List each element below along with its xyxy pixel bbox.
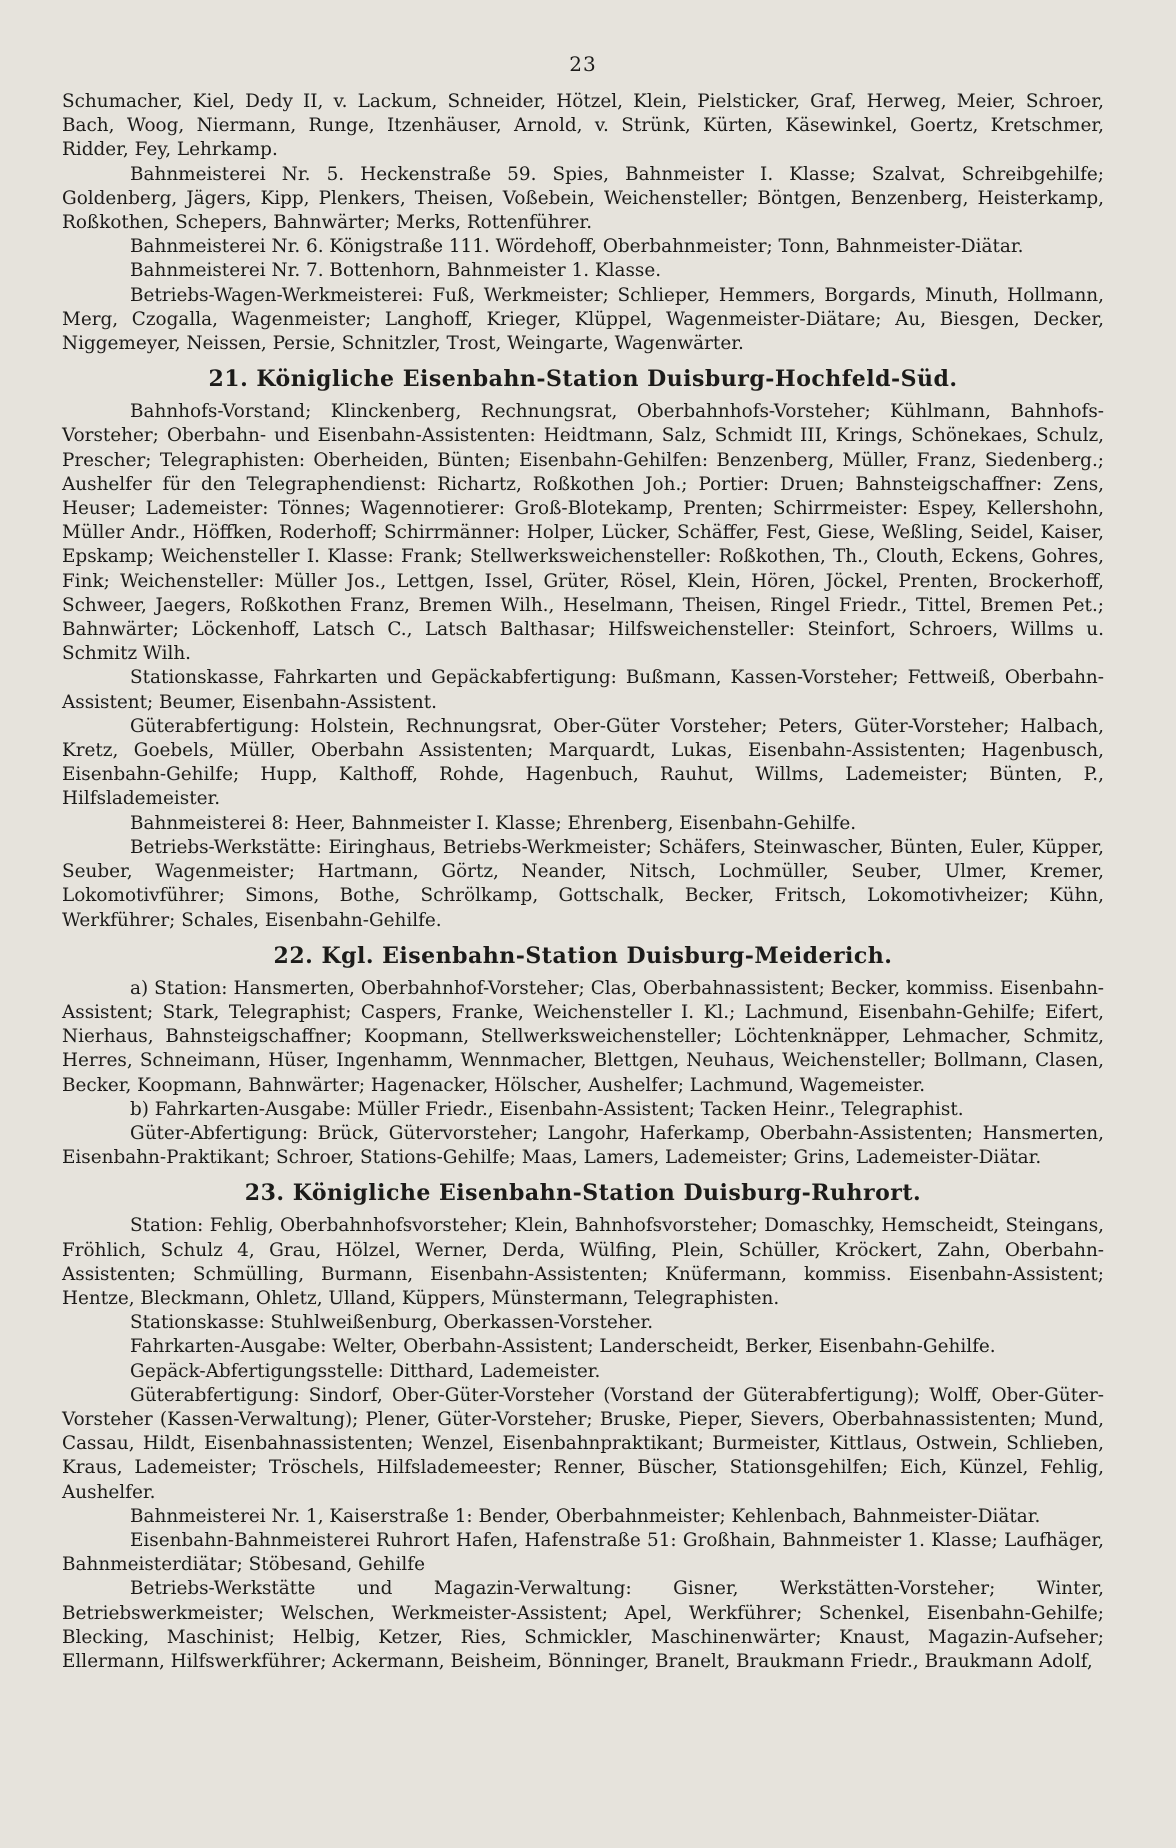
paragraph: Stationskasse, Fahrkarten und Gepäckabfertigung: Bußmann, Kassen-Vorsteher; Fettweiß, Oberbahn-Assistent; Beumer, Eisenbahn-Assistent. <box>62 667 1104 713</box>
paragraph: Güterabfertigung: Holstein, Rechnungsrat, Ober-Güter Vorsteher; Peters, Güter-Vorsteher; Halbach, Kretz, Goebels, Müller, Oberbahn Assistenten; Marquardt, Lukas, Eisenbahn-Assistenten; Hagenbusch, Eisenbahn-Gehilfe; Hupp, Kalthoff, Rohde, Hagenbuch, Rauhut, Willms, Lademeister; Bünten, P., Hilfslademeister. <box>62 715 1104 810</box>
paragraph: Betriebs-Wagen-Werkmeisterei: Fuß, Werkmeister; Schlieper, Hemmers, Borgards, Minuth, Hollmann, Merg, Czogalla, Wagenmeister; Langhoff, Krieger, Klüppel, Wagenmeister-Diätare; Au, Biesgen, Decker, Niggemeyer, Neissen, Persie, Schnitzler, Trost, Weingarte, Wagenwärter. <box>62 284 1104 355</box>
section-heading: 22. Kgl. Eisenbahn-Station Duisburg-Meiderich. <box>273 942 893 969</box>
paragraph: Fahrkarten-Ausgabe: Welter, Oberbahn-Assistent; Landerscheidt, Berker, Eisenbahn-Gehilfe. <box>130 1336 996 1358</box>
section-continuation <box>62 90 1104 356</box>
paragraph: Bahnhofs-Vorstand; Klinckenberg, Rechnungsrat, Oberbahnhofs-Vorsteher; Kühlmann, Bahnhofs-Vorsteher; Oberbahn- und Eisenbahn-Assistenten: Heidtmann, Salz, Schmidt III, Krings, Schönekaes, Schulz, Prescher; Telegraphisten: Oberheiden, Bünten; Eisenbahn-Gehilfen: Benzenberg, Müller, Franz, Siedenberg.; Aushelfer für den Telegraphendienst: Richartz, Roßkothen Joh.; Portier: Druen; Bahnsteigschaffner: Zens, Heuser; Lademeister: Tönnes; Wagennotierer: Groß-Blotekamp, Prenten; Schirrmeister: Espey, Kellershohn, Müller Andr., Höffken, Roderhoff; Schirrmänner: Holper, Lücker, Schäffer, Fest, Giese, Weßling, Seidel, Kaiser, Epskamp; Weichensteller I. Klasse: Frank; Stellwerksweichensteller: Roßkothen, Th., Clouth, Eckens, Gohres, Fink; Weichensteller: Müller Jos., Lettgen, Issel, Grüter, Rösel, Klein, Hören, Jöckel, Prenten, Brockerhoff, Schweer, Jaegers, Roßkothen Franz, Bremen Wilh., Heselmann, Theisen, Ringel Friedr., Tittel, Bremen Pet.; Bahnwärter; Löckenhoff, Latsch C., Latsch Balthasar; Hilfsweichensteller: Steinfort, Schroers, Willms u. Schmitz Wilh. <box>62 401 1104 665</box>
page-number: 23 <box>569 52 597 76</box>
section-heading: 23. Königliche Eisenbahn-Station Duisburg-Ruhrort. <box>244 1180 922 1207</box>
paragraph: Betriebs-Werkstätte: Eiringhaus, Betriebs-Werkmeister; Schäfers, Steinwascher, Bünten, Euler, Küpper, Seuber, Wagenmeister; Hartmann, Görtz, Neander, Nitsch, Lochmüller, Seuber, Ulmer, Kremer, Lokomotivführer; Simons, Bothe, Schrölkamp, Gottschalk, Becker, Fritsch, Lokomotivheizer; Kühn, Werkführer; Schales, Eisenbahn-Gehilfe. <box>62 836 1104 931</box>
paragraph: Stationskasse: Stuhlweißenburg, Oberkassen-Vorsteher. <box>130 1312 654 1334</box>
paragraph: Bahnmeisterei Nr. 7. Bottenhorn, Bahnmeister 1. Klasse. <box>130 260 662 282</box>
paragraph: Bahnmeisterei Nr. 6. Königstraße 111. Wördehoff, Oberbahnmeister; Tonn, Bahnmeister-Diätar. <box>130 236 1024 258</box>
paragraph: Bahnmeisterei Nr. 5. Heckenstraße 59. Spies, Bahnmeister I. Klasse; Szalvat, Schreibgehilfe; Goldenberg, Jägers, Kipp, Plenkers, Theisen, Voßebein, Weichensteller; Böntgen, Benzenberg, Heisterkamp, Roßkothen, Schepers, Bahnwärter; Merks, Rottenführer. <box>62 163 1104 234</box>
paragraph: a) Station: Hansmerten, Oberbahnhof-Vorsteher; Clas, Oberbahnassistent; Becker, kommiss. Eisenbahn-Assistent; Stark, Telegraphist; Caspers, Franke, Weichensteller I. Kl.; Lachmund, Eisenbahn-Gehilfe; Eifert, Nierhaus, Bahnsteigschaffner; Koopmann, Stellwerksweichensteller; Löchtenknäpper, Lehmacher, Schmitz, Herres, Schneimann, Hüser, Ingenhamm, Wennmacher, Blettgen, Neuhaus, Weichensteller; Bollmann, Clasen, Becker, Koopmann, Bahnwärter; Hagenacker, Hölscher, Aushelfer; Lachmund, Wagemeister. <box>62 977 1104 1096</box>
paragraph: Eisenbahn-Bahnmeisterei Ruhrort Hafen, Hafenstraße 51: Großhain, Bahnmeister 1. Klasse; Laufhäger, Bahnmeisterdiätar; Stöbesand, Gehilfe <box>62 1529 1104 1576</box>
paragraph: Schumacher, Kiel, Dedy II, v. Lackum, Schneider, Hötzel, Klein, Pielsticker, Graf, Herweg, Meier, Schroer, Bach, Woog, Niermann, Runge, Itzenhäuser, Arnold, v. Strünk, Kürten, Käsewinkel, Goertz, Kretschmer, Ridder, Fey, Lehrkamp. <box>62 91 1104 161</box>
paragraph: Gepäck-Abfertigungsstelle: Ditthard, Lademeister. <box>130 1360 601 1382</box>
paragraph: Bahnmeisterei Nr. 1, Kaiserstraße 1: Bender, Oberbahnmeister; Kehlenbach, Bahnmeister-Diätar. <box>130 1505 1041 1527</box>
section-heading: 21. Königliche Eisenbahn-Station Duisburg-Hochfeld-Süd. <box>208 366 958 393</box>
paragraph: b) Fahrkarten-Ausgabe: Müller Friedr., Eisenbahn-Assistent; Tacken Heinr., Telegraphist. <box>130 1098 964 1120</box>
paragraph: Station: Fehlig, Oberbahnhofsvorsteher; Klein, Bahnhofsvorsteher; Domaschky, Hemscheidt, Steingans, Fröhlich, Schulz 4, Grau, Hölzel, Werner, Derda, Wülfing, Plein, Schüller, Kröckert, Zahn, Oberbahn-Assistenten; Schmülling, Burmann, Eisenbahn-Assistenten; Knüfermann, kommiss. Eisenbahn-Assistent; Hentze, Bleckmann, Ohletz, Ulland, Küppers, Münstermann, Telegraphisten. <box>62 1215 1104 1309</box>
section-23 <box>62 1178 1104 1674</box>
paragraph: Güter-Abfertigung: Brück, Gütervorsteher; Langohr, Haferkamp, Oberbahn-Assistenten; Hansmerten, Eisenbahn-Praktikant; Schroer, Stations-Gehilfe; Maas, Lamers, Lademeister; Grins, Lademeister-Diätar. <box>62 1122 1104 1169</box>
paragraph: Güterabfertigung: Sindorf, Ober-Güter-Vorsteher (Vorstand der Güterabfertigung); Wolff, Ober-Güter-Vorsteher (Kassen-Verwaltung); Plener, Güter-Vorsteher; Bruske, Pieper, Sievers, Oberbahnassistenten; Mund, Cassau, Hildt, Eisenbahnassistenten; Wenzel, Eisenbahnpraktikant; Burmeister, Kittlaus, Ostwein, Schlieben, Kraus, Lademeister; Tröschels, Hilfslademeester; Renner, Büscher, Stationsgehilfen; Eich, Künzel, Fehlig, Aushelfer. <box>62 1384 1104 1503</box>
paragraph: Bahnmeisterei 8: Heer, Bahnmeister I. Klasse; Ehrenberg, Eisenbahn-Gehilfe. <box>130 812 857 834</box>
paragraph: Betriebs-Werkstätte und Magazin-Verwaltung: Gisner, Werkstätten-Vorsteher; Winter, Betriebswerkmeister; Welschen, Werkmeister-Assistent; Apel, Werkführer; Schenkel, Eisenbahn-Gehilfe; Blecking, Maschinist; Helbig, Ketzer, Ries, Schmickler, Maschinenwärter; Knaust, Magazin-Aufseher; Ellermann, Hilfswerkführer; Ackermann, Beisheim, Bönninger, Branelt, Braukmann Friedr., Braukmann Adolf, <box>62 1578 1104 1672</box>
section-21 <box>62 364 1104 932</box>
section-22 <box>62 941 1104 1171</box>
